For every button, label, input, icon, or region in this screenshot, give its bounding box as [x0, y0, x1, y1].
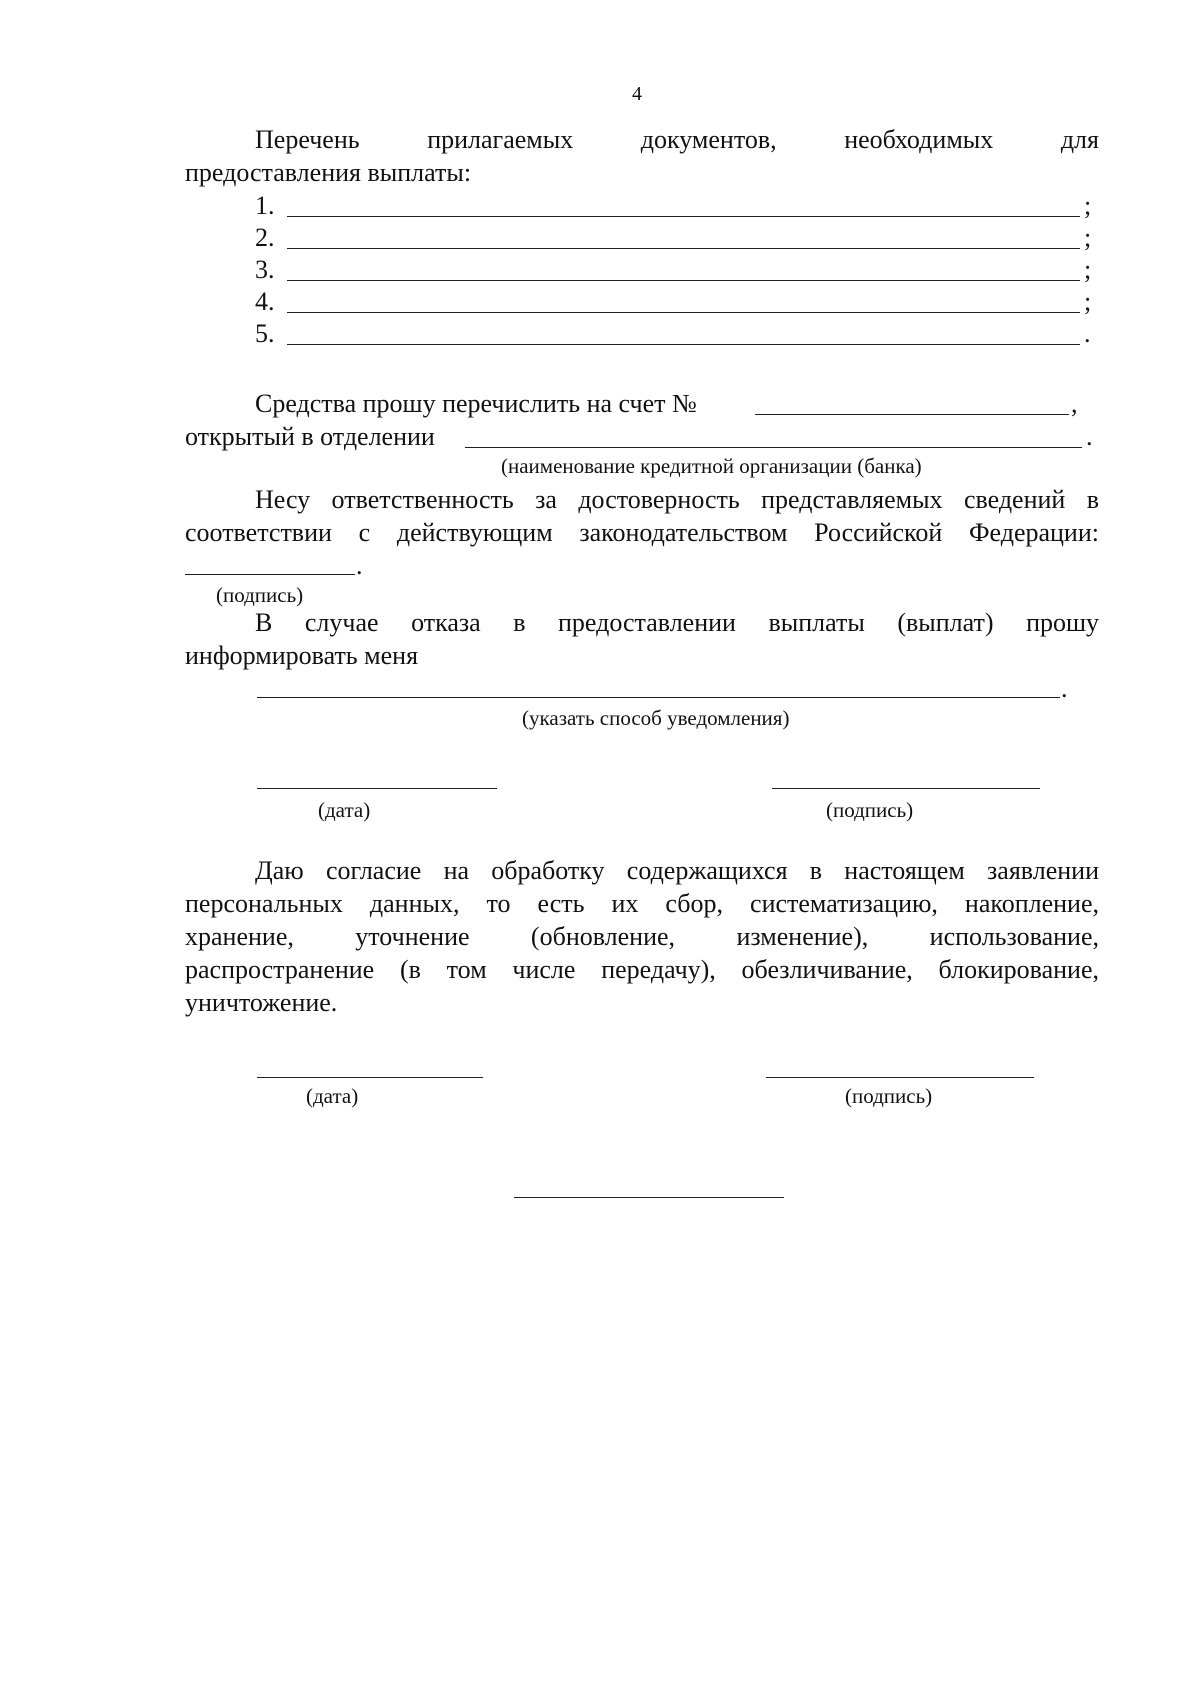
list-item[interactable] [255, 318, 1095, 350]
page-number: 4 [632, 83, 642, 105]
bank-caption: (наименование кредитной организации (банка) [501, 454, 922, 478]
consent-line4: распространение (в том числе передачу), обезличивание, блокирование, [185, 955, 1099, 984]
document-field-1[interactable] [287, 216, 1080, 217]
heading-word: для [1060, 125, 1099, 154]
heading-word: документов, [640, 125, 777, 154]
document-field-2[interactable] [287, 248, 1080, 249]
consent-line3: хранение, уточнение (обновление, изменение), использование, [185, 922, 1099, 951]
refusal-date-caption: (дата) [318, 798, 371, 822]
consent-signature-field[interactable] [766, 1077, 1034, 1078]
consent-line1: Даю согласие на обработку содержащихся в настоящем заявлении [255, 856, 1099, 885]
responsibility-line2: соответствии с действующим законодательством Российской Федерации: [185, 518, 1099, 547]
bank-branch-field[interactable] [465, 447, 1082, 448]
closing-separator [514, 1197, 784, 1198]
refusal-line1: В случае отказа в предоставлении выплаты (выплат) прошу [255, 608, 1099, 637]
responsibility-sign-end: . [356, 551, 363, 580]
notification-method-caption: (указать способ уведомления) [522, 706, 790, 730]
account-line2: открытый в отделении [185, 422, 435, 451]
list-item-end: ; [1084, 287, 1092, 316]
consent-date-caption: (дата) [306, 1084, 359, 1108]
responsibility-sign-caption: (подпись) [216, 583, 304, 607]
list-item-number: 4. [255, 287, 275, 316]
refusal-date-field[interactable] [257, 788, 497, 789]
account-line1-end: , [1071, 389, 1078, 418]
document-field-4[interactable] [287, 312, 1080, 313]
list-item-end: . [1084, 319, 1091, 348]
responsibility-line1: Несу ответственность за достоверность представляемых сведений в [255, 485, 1099, 514]
documents-heading-line1 [255, 124, 1099, 156]
list-item-number: 1. [255, 191, 275, 220]
list-item[interactable] [255, 286, 1095, 318]
consent-line5: уничтожение. [185, 988, 338, 1017]
consent-date-field[interactable] [257, 1077, 483, 1078]
consent-line2: персональных данных, то есть их сбор, систематизацию, накопление, [185, 889, 1099, 918]
documents-heading-line2: предоставления выплаты: [185, 158, 472, 187]
list-item[interactable] [255, 222, 1095, 254]
consent-sign-caption: (подпись) [845, 1084, 933, 1108]
heading-word: прилагаемых [427, 125, 574, 154]
heading-word: необходимых [844, 125, 994, 154]
document-field-5[interactable] [287, 344, 1080, 345]
list-item[interactable] [255, 254, 1095, 286]
list-item-number: 2. [255, 223, 275, 252]
list-item[interactable] [255, 190, 1095, 222]
refusal-sign-caption: (подпись) [826, 798, 914, 822]
account-number-field[interactable] [755, 414, 1069, 415]
document-field-3[interactable] [287, 280, 1080, 281]
notification-method-end: . [1061, 674, 1068, 703]
refusal-signature-field[interactable] [772, 788, 1040, 789]
heading-word: Перечень [255, 125, 360, 154]
account-line2-end: . [1086, 422, 1093, 451]
refusal-line2: информировать меня [185, 641, 419, 670]
list-item-number: 5. [255, 319, 275, 348]
list-item-end: ; [1084, 191, 1092, 220]
account-line1: Средства прошу перечислить на счет № [255, 389, 697, 418]
responsibility-signature-field[interactable] [185, 574, 355, 575]
notification-method-field[interactable] [257, 697, 1060, 698]
list-item-end: ; [1084, 255, 1092, 284]
list-item-number: 3. [255, 255, 275, 284]
list-item-end: ; [1084, 223, 1092, 252]
